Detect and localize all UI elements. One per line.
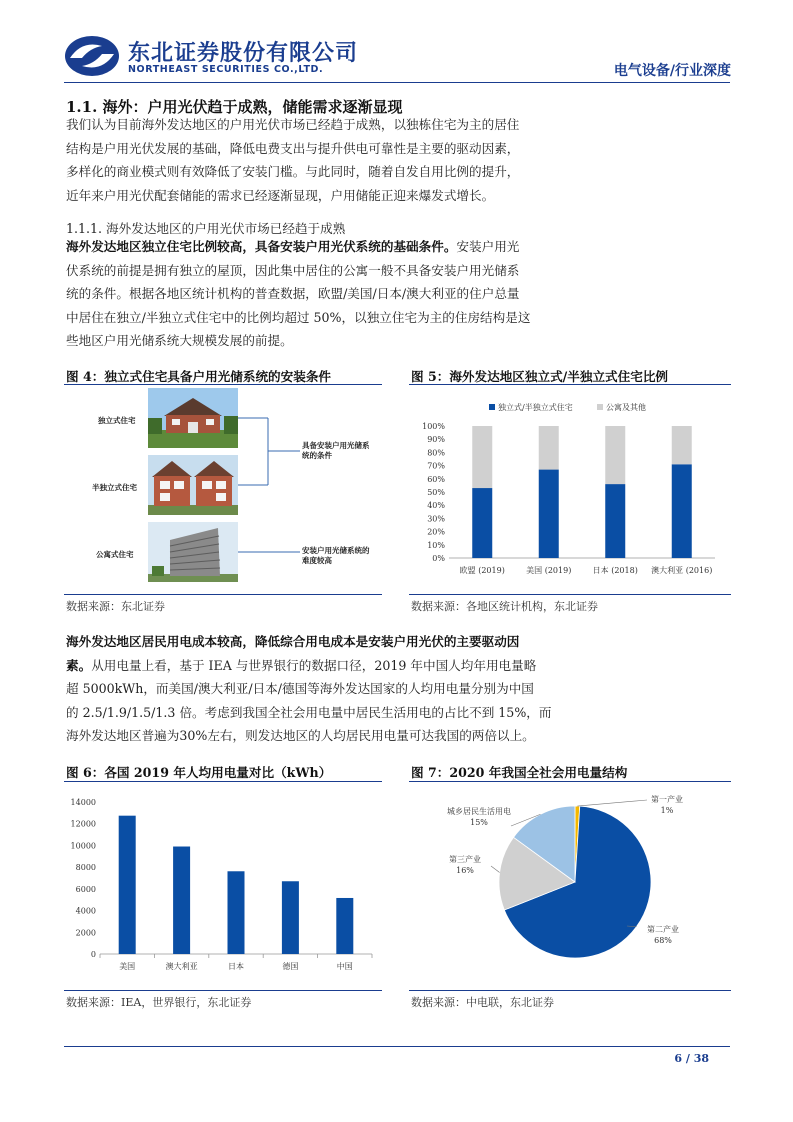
legend-swatch xyxy=(597,404,603,410)
y-tick-label: 14000 xyxy=(70,798,96,807)
fig4-note-suitable: 具备安装户用光储系统的条件 xyxy=(302,441,370,460)
slice-name-label: 第二产业 xyxy=(647,925,679,934)
y-tick-label: 100% xyxy=(422,422,445,431)
y-tick-label: 80% xyxy=(427,448,445,458)
para-line: 中居住在独立/半独立式住宅中的比例均超过 50%，以独立住宅为主的住房结构是这 xyxy=(66,309,531,325)
figure4-title-rule xyxy=(64,384,382,385)
x-tick-label: 澳大利亚 (2016) xyxy=(651,566,713,575)
y-tick-label: 40% xyxy=(427,501,445,511)
figure6-chart xyxy=(64,786,382,986)
para-line: 些地区户用光储系统大规模发展的前提。 xyxy=(66,333,293,348)
y-tick-label: 50% xyxy=(427,488,445,497)
bold-lead: 海外发达地区居民用电成本较高，降低综合用电成本是安装户用光伏的主要驱动因 xyxy=(66,634,520,649)
para-text: 从用电量上看，基于 IEA 与世界银行的数据口径，2019 年中国人均年用电量略 xyxy=(91,657,537,673)
x-tick-label: 欧盟 (2019) xyxy=(459,566,505,575)
para-line: 多样化的商业模式则有效降低了安装门槛。与此同时，随着自发自用比例的提升， xyxy=(66,164,520,179)
page-number: 6 / 38 xyxy=(674,1052,709,1065)
semi-detached-house-photo xyxy=(148,455,238,515)
legend-label: 公寓及其他 xyxy=(606,403,646,412)
y-tick-label: 10000 xyxy=(70,841,96,851)
bar xyxy=(119,816,136,954)
subsection-heading: 1.1.1. 海外发达地区的户用光伏市场已经趋于成熟 xyxy=(66,221,346,236)
para-line: 伏系统的前提是拥有独立的屋顶，因此集中居住的公寓一般不具备安装户用光储系 xyxy=(66,262,520,278)
figure5-title: 图 5：海外发达地区独立式/半独立式住宅比例 xyxy=(411,369,669,384)
y-tick-label: 20% xyxy=(427,527,445,537)
slice-value-label: 15% xyxy=(470,818,488,827)
bar xyxy=(173,847,190,954)
x-tick-label: 德国 xyxy=(282,962,299,971)
x-tick-label: 日本 (2018) xyxy=(592,566,638,575)
report-section-tag: 电气设备/行业深度 xyxy=(613,63,731,79)
para-line: 结构是户用光伏发展的基础，降低电费支出与提升供电可靠性是主要的驱动因素， xyxy=(66,140,520,156)
para-line: 海外发达地区普遍为30%左右，则发达地区的人均居民用电量可达我国的两倍以上。 xyxy=(66,728,535,743)
detached-house-photo xyxy=(148,388,238,448)
y-tick-label: 6000 xyxy=(75,884,96,894)
bar-segment xyxy=(539,470,559,558)
slice-name-label: 第三产业 xyxy=(449,855,481,864)
figure4-source: 数据来源：东北证券 xyxy=(66,600,165,613)
y-tick-label: 10% xyxy=(427,540,445,550)
x-tick-label: 日本 xyxy=(228,962,244,971)
slice-value-label: 1% xyxy=(660,806,674,815)
para-text: 安装户用光 xyxy=(456,239,520,254)
figure7-chart xyxy=(409,786,731,986)
bar xyxy=(336,898,353,954)
para-line: 超 5000kWh，而美国/澳大利亚/日本/德国等海外发达国家的人均用电量分别为中国 xyxy=(66,681,534,696)
bar-segment xyxy=(605,484,625,558)
figure5-source: 数据来源：各地区统计机构，东北证券 xyxy=(411,600,598,613)
para-line xyxy=(66,630,730,654)
y-tick-label: 70% xyxy=(427,461,445,471)
section-paragraph xyxy=(66,113,730,207)
figure7-source: 数据来源：中电联，东北证券 xyxy=(411,996,554,1009)
para-line: 的 2.5/1.9/1.5/1.3 倍。考虑到我国全社会用电量中居民生活用电的占比不到 15%，而 xyxy=(66,704,552,720)
figure4-bottom-rule xyxy=(64,594,382,595)
x-tick-label: 美国 xyxy=(119,962,136,971)
bar-segment xyxy=(672,464,692,558)
figure7-bottom-rule xyxy=(409,990,731,991)
slice-value-label: 16% xyxy=(456,866,474,875)
para-line xyxy=(66,235,730,259)
y-tick-label: 0 xyxy=(90,950,96,959)
y-tick-label: 12000 xyxy=(70,819,96,829)
fig4-label-semi: 半独立式住宅 xyxy=(92,483,137,492)
legend-label: 独立式/半独立式住宅 xyxy=(498,403,573,412)
para-line: 统的条件。根据各地区统计机构的普查数据，欧盟/美国/日本/澳大利亚的住户总量 xyxy=(66,286,520,301)
figure5-bottom-rule xyxy=(409,594,731,595)
bar xyxy=(228,871,245,954)
y-tick-label: 90% xyxy=(427,435,445,445)
x-tick-label: 中国 xyxy=(336,962,353,971)
header-divider xyxy=(64,82,730,83)
section-heading: 1.1. 海外：户用光伏趋于成熟，储能需求逐渐显现 xyxy=(66,98,403,116)
figure6-title: 图 6：各国 2019 年人均用电量对比（kWh） xyxy=(66,765,332,780)
fig4-label-detached: 独立式住宅 xyxy=(98,416,136,425)
leader-line xyxy=(577,800,647,806)
company-name-en: NORTHEAST SECURITIES CO.,LTD. xyxy=(128,64,324,75)
company-logo xyxy=(64,34,120,82)
bold-lead: 海外发达地区独立住宅比例较高，具备安装户用光伏系统的基础条件。 xyxy=(66,239,457,254)
fig4-note-difficult: 安装户用光储系统的难度较高 xyxy=(302,546,370,565)
y-tick-label: 4000 xyxy=(75,906,96,916)
slice-value-label: 68% xyxy=(654,936,672,945)
figure5-title-rule xyxy=(409,384,731,385)
y-tick-label: 8000 xyxy=(75,863,96,873)
x-tick-label: 澳大利亚 xyxy=(165,962,198,971)
company-name-cn: 东北证券股份有限公司 xyxy=(128,41,359,66)
figure4-connector-lines xyxy=(238,388,308,583)
bar-segment xyxy=(672,426,692,464)
figure6-source: 数据来源：IEA，世界银行，东北证券 xyxy=(66,996,252,1009)
apartment-building-photo xyxy=(148,522,238,582)
subsection-paragraph xyxy=(66,235,730,353)
para-line: 近年来户用光伏配套储能的需求已经逐渐显现，户用储能正迎来爆发式增长。 xyxy=(66,187,495,203)
para-line: 我们认为目前海外发达地区的户用光伏市场已经趋于成熟，以独栋住宅为主的居住 xyxy=(66,117,520,132)
slice-name-label: 城乡居民生活用电 xyxy=(447,807,511,816)
x-tick-label: 美国 (2019) xyxy=(526,566,572,575)
figure7-title: 图 7：2020 年我国全社会用电量结构 xyxy=(411,765,628,780)
bar-segment xyxy=(605,426,625,484)
figure7-title-rule xyxy=(409,781,731,782)
figure5-chart xyxy=(409,390,731,590)
figure4-title: 图 4：独立式住宅具备户用光储系统的安装条件 xyxy=(66,369,332,384)
para-line xyxy=(66,654,730,678)
leader-line xyxy=(491,866,500,872)
figure6-title-rule xyxy=(64,781,382,782)
bar-segment xyxy=(472,426,492,488)
bar xyxy=(282,881,299,954)
y-tick-label: 30% xyxy=(427,514,445,524)
y-tick-label: 2000 xyxy=(75,928,96,938)
figure6-bottom-rule xyxy=(64,990,382,991)
bar-segment xyxy=(472,488,492,558)
slice-name-label: 第一产业 xyxy=(651,795,683,804)
bold-lead-end: 素。 xyxy=(66,657,92,673)
y-tick-label: 0% xyxy=(432,554,445,563)
legend-swatch xyxy=(489,404,495,410)
bar-segment xyxy=(539,426,559,470)
fig4-label-apartment: 公寓式住宅 xyxy=(96,550,134,559)
cost-paragraph xyxy=(66,630,730,748)
footer-divider xyxy=(64,1046,730,1047)
y-tick-label: 60% xyxy=(427,474,445,484)
